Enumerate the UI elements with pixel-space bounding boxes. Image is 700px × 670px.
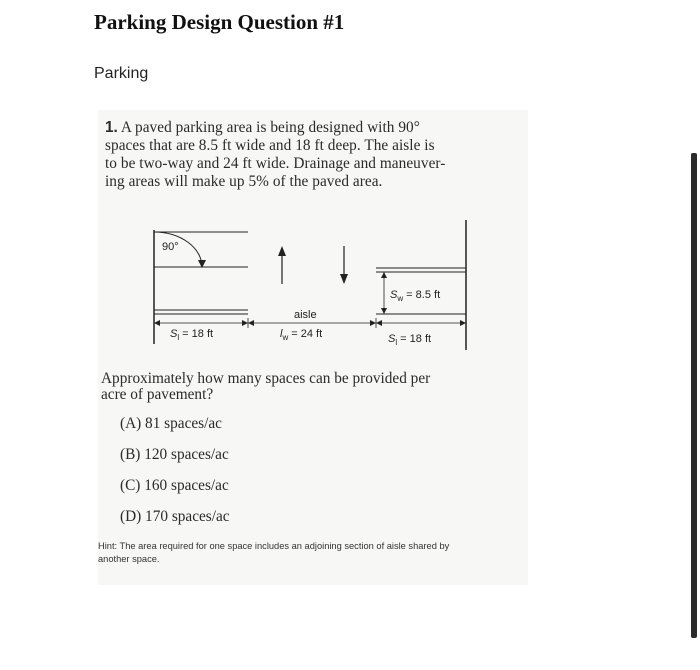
dim-arrow-2 <box>242 320 248 326</box>
choice-b: (B) 120 spaces/ac <box>120 446 229 463</box>
parking-layout-diagram <box>148 210 478 370</box>
statement-line-2: spaces that are 8.5 ft wide and 18 ft deep. The aisle is <box>105 137 435 154</box>
choice-a: (A) 81 spaces/ac <box>120 415 222 432</box>
question-line-2: acre of pavement? <box>101 386 214 403</box>
dim-arrow-5 <box>376 320 382 326</box>
problem-statement <box>105 119 525 191</box>
aisle-label: aisle <box>294 309 317 321</box>
page-title: Parking Design Question #1 <box>94 10 345 34</box>
hint-text <box>98 540 523 566</box>
stall-width-label: $S_w = 8.5$ ft <box>390 289 441 303</box>
aisle-arrow-up-head <box>278 246 286 256</box>
question-line-1: Approximately how many spaces can be provided per <box>101 370 431 387</box>
dim-arrow-1 <box>154 320 160 326</box>
dim-arrow-3 <box>248 320 254 326</box>
dim-arrow-4 <box>370 320 376 326</box>
choice-c: (C) 160 spaces/ac <box>120 477 229 494</box>
choice-d: (D) 170 spaces/ac <box>120 508 230 525</box>
aisle-arrow-down-head <box>340 274 348 284</box>
scrollbar-thumb[interactable] <box>691 153 697 638</box>
statement-line-1: 1. A paved parking area is being designed with 90° <box>105 119 420 136</box>
scrollbar-track[interactable] <box>690 0 700 670</box>
problem-number: 1. <box>105 119 118 136</box>
statement-line-4: ing areas will make up 5% of the paved area. <box>105 173 383 190</box>
dim-arrow-6 <box>460 320 466 326</box>
hint-line-1: Hint: The area required for one space includes an adjoining section of aisle shared by <box>98 541 450 551</box>
aisle-width-label: $l_w = 24$ ft <box>280 328 323 342</box>
angle-label: 90° <box>162 241 179 253</box>
question-text <box>101 371 521 403</box>
stall-width-dim-arrow-top <box>381 272 387 278</box>
stall-width-dim-arrow-bottom <box>381 308 387 314</box>
problem-image <box>98 110 528 585</box>
stall-depth-label-right: $S_l = 18$ ft <box>388 333 432 347</box>
page-subtitle: Parking <box>94 65 149 82</box>
stall-depth-label-left: $S_l = 18$ ft <box>170 328 214 342</box>
statement-line-3: to be two-way and 24 ft wide. Drainage and maneuver- <box>105 155 446 172</box>
hint-line-2: another space. <box>98 554 160 564</box>
